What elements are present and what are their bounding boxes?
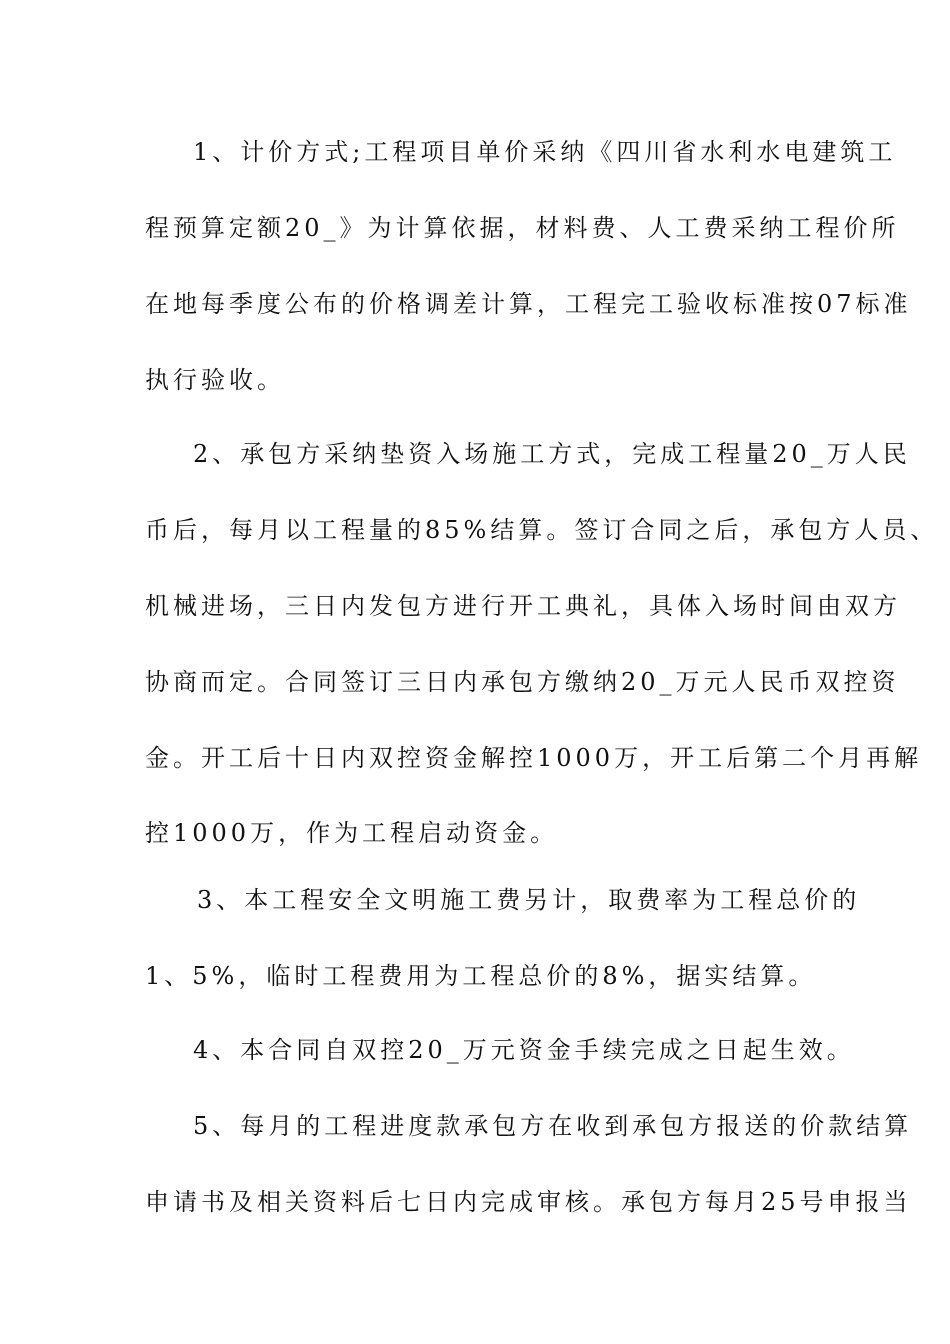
clause-1-line-3: 在地每季度公布的价格调差计算，工程完工验收标准按07标准 <box>145 290 912 318</box>
clause-3-line-2: 1、5%，临时工程费用为工程总价的8%，据实结算。 <box>145 962 817 990</box>
clause-1-line-2: 程预算定额20_》为计算依据，材料费、人工费采纳工程价所 <box>145 214 900 242</box>
clause-5-line-2: 申请书及相关资料后七日内完成审核。承包方每月25号申报当 <box>145 1188 912 1216</box>
clause-3-line-1: 3、本工程安全文明施工费另计，取费率为工程总价的 <box>197 886 861 914</box>
clause-2-line-5: 金。开工后十日内双控资金解控1000万，开工后第二个月再解 <box>145 744 923 772</box>
clause-2-line-6: 控1000万，作为工程启动资金。 <box>145 819 559 847</box>
clause-2-line-1: 2、承包方采纳垫资入场施工方式，完成工程量20_万人民 <box>193 440 911 468</box>
clause-5-line-1: 5、每月的工程进度款承包方在收到承包方报送的价款结算 <box>193 1112 913 1140</box>
clause-2-line-4: 协商而定。合同签订三日内承包方缴纳20_万元人民币双控资 <box>145 668 900 696</box>
clause-2-line-3: 机械进场，三日内发包方进行开工典礼，具体入场时间由双方 <box>145 592 901 620</box>
clause-1-line-1: 1、计价方式;工程项目单价采纳《四川省水利水电建筑工 <box>193 138 897 166</box>
clause-2-line-2: 币后，每月以工程量的85%结算。签订合同之后，承包方人员、 <box>145 516 939 544</box>
clause-4-line-1: 4、本合同自双控20_万元资金手续完成之日起生效。 <box>193 1036 855 1064</box>
clause-1-line-4: 执行验收。 <box>145 366 285 394</box>
